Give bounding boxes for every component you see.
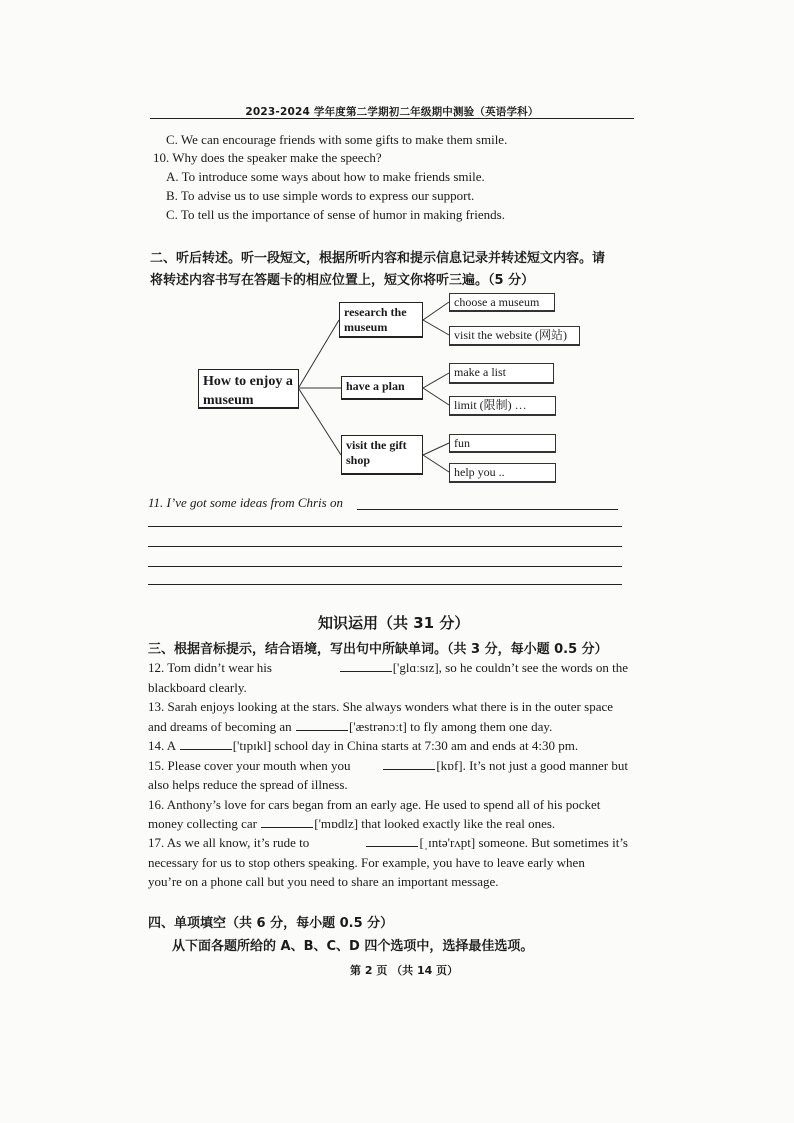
q14-blank[interactable] bbox=[180, 737, 232, 750]
q17-text-b: necessary for us to stop others speaking. For example, you have to leave early when bbox=[148, 855, 585, 870]
q13-text-a: 13. Sarah enjoys looking at the stars. She always wonders what there is in the outer space bbox=[148, 699, 613, 714]
page-number: 第 2 页 （共 14 页） bbox=[350, 964, 459, 977]
q11-prompt: 11. I’ve got some ideas from Chris on bbox=[148, 495, 343, 510]
q11-answer-line-4[interactable] bbox=[148, 566, 622, 567]
q12-line1 bbox=[148, 659, 628, 677]
mindmap-branch-gift-shop: visit the gift shop bbox=[341, 435, 423, 475]
q15-text-a: 15. Please cover your mouth when you bbox=[148, 758, 351, 773]
q15-text-b: also helps reduce the spread of illness. bbox=[148, 777, 348, 792]
q16-blank[interactable] bbox=[261, 815, 313, 828]
q15-line1 bbox=[148, 757, 628, 775]
q11-answer-line-3[interactable] bbox=[148, 546, 622, 547]
mindmap-leaf-fun: fun bbox=[449, 434, 556, 453]
q17-text-c: you’re on a phone call but you need to share an important message. bbox=[148, 874, 499, 889]
q17-line1 bbox=[148, 834, 628, 852]
section2-instruction-line1: 二、听后转述。听一段短文，根据所听内容和提示信息记录并转述短文内容。请 bbox=[150, 251, 606, 266]
q11-answer-line-5[interactable] bbox=[148, 584, 622, 585]
knowledge-section-title: 知识运用（共 31 分） bbox=[318, 614, 470, 632]
mindmap-branch-plan: have a plan bbox=[341, 376, 423, 400]
q13-text-b: and dreams of becoming an bbox=[148, 719, 292, 734]
q16-ipa: ['mɒdlz] that looked exactly like the real ones. bbox=[314, 816, 556, 831]
mindmap-leaf-help-you: help you .. bbox=[449, 463, 556, 483]
q10-option-c: C. To tell us the importance of sense of humor in making friends. bbox=[166, 207, 505, 222]
q11-answer-line-2[interactable] bbox=[148, 526, 622, 527]
q16-text-b: money collecting car bbox=[148, 816, 258, 831]
q15-blank[interactable] bbox=[383, 757, 435, 770]
q12-blank[interactable] bbox=[340, 659, 392, 672]
q13-ipa: ['æstrənɔːt] to fly among them one day. bbox=[348, 719, 553, 734]
q12-text-a: 12. Tom didn’t wear his bbox=[148, 660, 272, 675]
q14-ipa: ['tɪpɪkl] school day in China starts at 7:30 am and ends at 4:30 pm. bbox=[232, 738, 579, 753]
mindmap-leaf-limit: limit (限制) … bbox=[449, 396, 556, 416]
section2-instruction-line2: 将转述内容书写在答题卡的相应位置上，短文你将听三遍。（5 分） bbox=[150, 273, 535, 288]
section3-title: 三、根据音标提示，结合语境，写出句中所缺单词。（共 3 分，每小题 0.5 分） bbox=[148, 642, 608, 657]
mindmap-branch-research: research the museum bbox=[339, 302, 423, 338]
section4-instruction: 从下面各题所给的 A、B、C、D 四个选项中，选择最佳选项。 bbox=[172, 939, 534, 954]
q12-ipa: ['glɑːsɪz], so he couldn’t see the words on the bbox=[392, 660, 628, 675]
mindmap-root: How to enjoy a museum bbox=[198, 369, 299, 409]
q15-ipa: [kɒf]. It’s not just a good manner but bbox=[436, 758, 628, 773]
q14-line bbox=[148, 737, 578, 755]
q12-text-b: blackboard clearly. bbox=[148, 680, 247, 695]
q11-answer-line-1[interactable] bbox=[357, 509, 618, 510]
mindmap-leaf-visit-website: visit the website (网站) bbox=[449, 326, 580, 346]
q13-line2 bbox=[148, 718, 552, 736]
q16-text-a: 16. Anthony’s love for cars began from an early age. He used to spend all of his pocket bbox=[148, 797, 601, 812]
exam-header-title: 2023-2024 学年度第二学期初二年级期中测验（英语学科） bbox=[245, 106, 539, 118]
q17-blank[interactable] bbox=[366, 834, 418, 847]
mindmap-leaf-make-list: make a list bbox=[449, 363, 554, 384]
q10-option-a: A. To introduce some ways about how to make friends smile. bbox=[166, 169, 485, 184]
q10-option-b: B. To advise us to use simple words to express our support. bbox=[166, 188, 475, 203]
q10-stem: 10. Why does the speaker make the speech? bbox=[153, 150, 382, 165]
q13-blank[interactable] bbox=[296, 718, 348, 731]
mindmap-leaf-choose-museum: choose a museum bbox=[449, 293, 555, 312]
q17-ipa: [ˌɪntə'rʌpt] someone. But sometimes it’s bbox=[419, 835, 628, 850]
q9-option-c: C. We can encourage friends with some gifts to make them smile. bbox=[166, 132, 508, 147]
q16-line2 bbox=[148, 815, 555, 833]
q17-text-a: 17. As we all know, it’s rude to bbox=[148, 835, 310, 850]
section4-title: 四、单项填空（共 6 分，每小题 0.5 分） bbox=[148, 916, 394, 931]
q14-text-a: 14. A bbox=[148, 738, 176, 753]
